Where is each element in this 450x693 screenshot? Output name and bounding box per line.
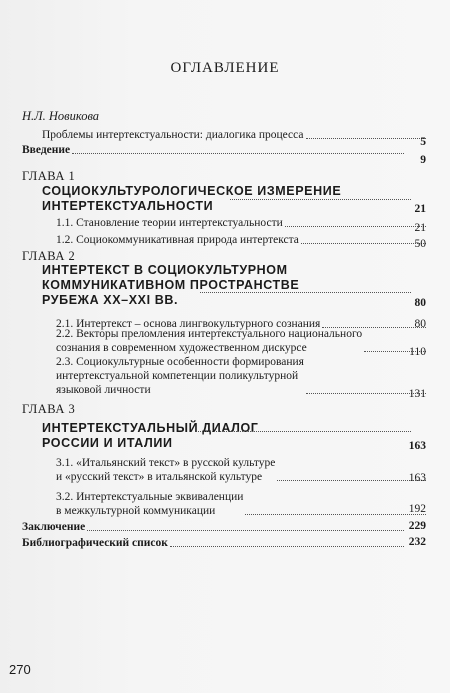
toc-entry-3-1: [56, 456, 428, 484]
chapter-1-leader: [228, 199, 413, 203]
leader-dots: [87, 530, 404, 531]
entry-text: Библиографический список: [22, 537, 168, 549]
leader-dots: [285, 226, 426, 227]
toc-title: ОГЛАВЛЕНИЕ: [170, 60, 280, 76]
entry-text: 3.1. «Итальянский текст» в русской культуре и «русский текст» в итальянской культуре: [56, 457, 276, 483]
chapter-1-label: ГЛАВА 1: [22, 169, 76, 183]
chapter-2-label: ГЛАВА 2: [22, 249, 76, 263]
entry-text: 2.3. Социокультурные особенности формирования интертекстуальной компетенции поликультурной языковой личности: [56, 356, 304, 396]
chapter-2-title: ИНТЕРТЕКСТ В СОЦИОКУЛЬТУРНОМ КОММУНИКАТИВНОМ ПРОСТРАНСТВЕ РУБЕЖА XX–XXI ВВ.: [42, 263, 300, 307]
leader-dots: [200, 292, 411, 293]
toc-entry-conclusion: [22, 520, 406, 534]
entry-text: Проблемы интертекстуальности: диалогика процесса: [42, 129, 304, 141]
toc-entry-2-3: [56, 355, 428, 397]
leader-dots: [72, 153, 404, 154]
entry-text: 2.1. Интертекст – основа лингвокультурного сознания: [56, 318, 321, 330]
leader-dots: [170, 546, 404, 547]
entry-page: 5: [420, 136, 426, 148]
chapter-3-leader: [196, 431, 413, 435]
leader-dots: [301, 243, 426, 244]
chapter-2-page: 80: [414, 297, 426, 309]
entry-text: 1.1. Становление теории интертекстуальности: [56, 217, 283, 229]
entry-text: 1.2. Социокоммуникативная природа интертекста: [56, 234, 299, 246]
chapter-2-leader: [198, 292, 413, 296]
chapter-1-page: 21: [414, 203, 426, 215]
entry-page: 50: [414, 238, 426, 250]
entry-page: 9: [420, 154, 426, 166]
toc-entry-bibliography: [22, 536, 406, 550]
entry-page: 131: [408, 388, 426, 400]
toc-entry-1-2: [56, 233, 428, 247]
chapter-1-title: СОЦИОКУЛЬТУРОЛОГИЧЕСКОЕ ИЗМЕРЕНИЕ ИНТЕРТЕКСТУАЛЬНОСТИ: [42, 184, 342, 213]
entry-page: 21: [414, 222, 426, 234]
toc-entry-introduction: [22, 143, 406, 157]
leader-dots: [277, 480, 426, 481]
entry-text: Заключение: [22, 521, 86, 533]
entry-page: 80: [414, 318, 426, 330]
leader-dots: [245, 514, 426, 515]
leader-dots: [230, 199, 411, 200]
chapter-3-title: ИНТЕРТЕКСТУАЛЬНЫЙ ДИАЛОГ РОССИИ И ИТАЛИИ: [42, 421, 259, 450]
entry-text: Введение: [22, 144, 71, 156]
toc-entry-intro-note: [42, 128, 428, 142]
toc-entry-1-1: [56, 216, 428, 230]
leader-dots: [198, 431, 411, 432]
toc-entry-3-2: [56, 490, 428, 518]
chapter-3-label: ГЛАВА 3: [22, 402, 76, 416]
leader-dots: [306, 138, 427, 139]
toc-entry-2-2: [56, 327, 428, 355]
entry-text: 2.2. Векторы преломления интертекстуального национального сознания в современном художественном дискурсе: [56, 328, 363, 354]
entry-page: 192: [408, 503, 426, 515]
chapter-3-page: 163: [408, 440, 426, 452]
page-number: 270: [9, 662, 31, 677]
entry-text: 3.2. Интертекстуальные эквиваленции в межкультурной коммуникации: [56, 491, 244, 517]
entry-page: 232: [408, 536, 426, 548]
entry-page: 110: [409, 346, 426, 358]
author-name: Н.Л. Новикова: [22, 109, 100, 123]
entry-page: 229: [408, 520, 426, 532]
entry-page: 163: [408, 472, 426, 484]
